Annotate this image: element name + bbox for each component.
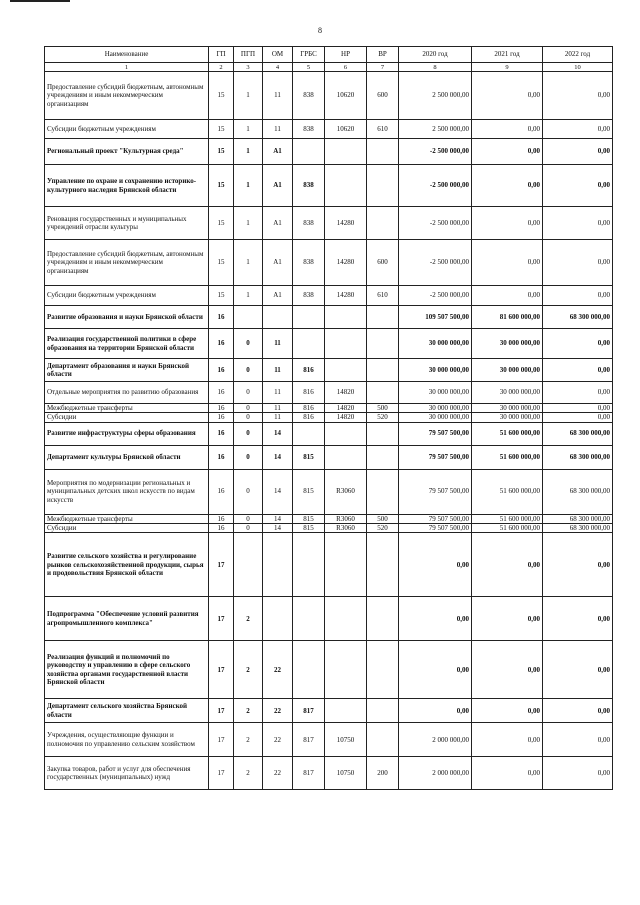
row-gp: 16 [209,413,234,422]
row-amount-2022: 0,00 [543,757,613,790]
row-vr [367,329,399,359]
row-name: Подпрограмма "Обеспечение условий развития агропромышленного комплекса" [45,597,209,641]
row-vr: 500 [367,404,399,413]
row-amount-2022: 68 300 000,00 [543,422,613,445]
row-om: A1 [263,139,293,165]
row-nr: 14280 [325,286,367,306]
row-nr [325,533,367,597]
row-pgp [234,533,263,597]
row-amount-2020: -2 500 000,00 [399,286,472,306]
row-amount-2022: 0,00 [543,240,613,286]
row-nr: 10750 [325,757,367,790]
table-row [45,404,613,413]
table-row [45,165,613,207]
row-pgp: 2 [234,757,263,790]
row-amount-2022: 68 300 000,00 [543,445,613,469]
row-gp: 17 [209,533,234,597]
col-header-grbs: ГРБС [293,47,325,63]
row-name: Развитие сельского хозяйства и регулирование рынков сельскохозяйственной продукции, сырья и продовольствия Брянской области [45,533,209,597]
row-grbs: 838 [293,286,325,306]
row-name: Развитие образования и науки Брянской области [45,306,209,329]
row-amount-2022: 0,00 [543,359,613,382]
row-amount-2020: 79 507 500,00 [399,514,472,523]
row-nr [325,359,367,382]
row-om: 11 [263,329,293,359]
row-name: Субсидии [45,413,209,422]
row-gp: 16 [209,445,234,469]
row-pgp: 1 [234,165,263,207]
row-gp: 16 [209,523,234,532]
row-vr: 520 [367,523,399,532]
row-gp: 15 [209,286,234,306]
table-row [45,597,613,641]
row-amount-2022: 0,00 [543,404,613,413]
row-amount-2021: 0,00 [472,72,543,120]
row-amount-2020: -2 500 000,00 [399,207,472,240]
row-om: A1 [263,207,293,240]
row-gp: 15 [209,72,234,120]
row-grbs: 816 [293,382,325,404]
row-vr [367,723,399,757]
row-nr: R3060 [325,523,367,532]
row-grbs: 838 [293,240,325,286]
row-vr: 600 [367,240,399,286]
row-pgp: 1 [234,139,263,165]
row-grbs: 838 [293,120,325,139]
row-pgp: 0 [234,359,263,382]
row-amount-2021: 30 000 000,00 [472,413,543,422]
col-header-name: Наименование [45,47,209,63]
row-grbs [293,422,325,445]
row-vr [367,207,399,240]
row-amount-2021: 0,00 [472,641,543,699]
row-gp: 16 [209,422,234,445]
column-number-row [45,63,613,72]
header-row [45,47,613,63]
row-om: 22 [263,699,293,723]
row-om: 11 [263,359,293,382]
row-pgp: 0 [234,523,263,532]
col-header-nr: НР [325,47,367,63]
row-nr [325,139,367,165]
row-amount-2020: 79 507 500,00 [399,469,472,514]
row-amount-2021: 0,00 [472,699,543,723]
row-vr [367,422,399,445]
col-number: 5 [293,63,325,72]
table-row [45,329,613,359]
row-amount-2020: 109 507 500,00 [399,306,472,329]
table-row [45,306,613,329]
row-pgp: 0 [234,413,263,422]
row-nr: R3060 [325,469,367,514]
row-amount-2020: 0,00 [399,597,472,641]
row-grbs: 838 [293,207,325,240]
row-amount-2021: 51 600 000,00 [472,523,543,532]
row-nr: 14820 [325,404,367,413]
row-amount-2022: 0,00 [543,72,613,120]
row-amount-2020: 79 507 500,00 [399,422,472,445]
row-amount-2021: 0,00 [472,120,543,139]
table-row [45,757,613,790]
row-pgp: 0 [234,469,263,514]
row-name: Субсидии бюджетным учреждениям [45,120,209,139]
row-grbs: 817 [293,757,325,790]
row-name: Субсидии [45,523,209,532]
col-header-gp: ГП [209,47,234,63]
row-amount-2020: 30 000 000,00 [399,329,472,359]
row-amount-2022: 0,00 [543,533,613,597]
row-gp: 15 [209,139,234,165]
row-amount-2021: 30 000 000,00 [472,404,543,413]
row-amount-2020: 2 500 000,00 [399,120,472,139]
row-amount-2022: 0,00 [543,413,613,422]
row-gp: 17 [209,723,234,757]
row-gp: 17 [209,641,234,699]
row-nr: R3060 [325,514,367,523]
row-om: 14 [263,469,293,514]
table-row [45,120,613,139]
row-amount-2021: 30 000 000,00 [472,329,543,359]
table-body [45,72,613,790]
row-amount-2021: 0,00 [472,757,543,790]
row-amount-2021: 0,00 [472,139,543,165]
row-amount-2022: 68 300 000,00 [543,523,613,532]
row-om [263,306,293,329]
row-grbs [293,641,325,699]
row-nr: 14280 [325,240,367,286]
row-name: Департамент культуры Брянской области [45,445,209,469]
row-amount-2022: 0,00 [543,207,613,240]
row-grbs: 815 [293,469,325,514]
row-nr [325,165,367,207]
col-number: 10 [543,63,613,72]
row-vr [367,139,399,165]
row-pgp: 0 [234,382,263,404]
row-name: Реновация государственных и муниципальных учреждений отрасли культуры [45,207,209,240]
row-grbs: 817 [293,723,325,757]
row-om: 11 [263,413,293,422]
row-amount-2021: 30 000 000,00 [472,359,543,382]
row-amount-2020: 0,00 [399,699,472,723]
row-grbs: 816 [293,413,325,422]
row-name: Региональный проект "Культурная среда" [45,139,209,165]
table-row [45,533,613,597]
table-row [45,382,613,404]
top-edge-rule [10,0,70,2]
page-number: 8 [318,26,322,35]
row-amount-2022: 0,00 [543,723,613,757]
table-row [45,699,613,723]
row-name: Отдельные мероприятия по развитию образования [45,382,209,404]
row-amount-2021: 30 000 000,00 [472,382,543,404]
row-name: Закупка товаров, работ и услуг для обеспечения государственных (муниципальных) нужд [45,757,209,790]
row-vr: 200 [367,757,399,790]
row-om: 14 [263,523,293,532]
col-number: 4 [263,63,293,72]
row-amount-2022: 0,00 [543,699,613,723]
row-grbs [293,597,325,641]
table-row [45,723,613,757]
row-name: Предоставление субсидий бюджетным, автономным учреждениям и иным некоммерческим организациям [45,240,209,286]
row-amount-2022: 0,00 [543,382,613,404]
row-vr [367,533,399,597]
row-amount-2020: 30 000 000,00 [399,382,472,404]
row-name: Предоставление субсидий бюджетным, автономным учреждениям и иным некоммерческим организациям [45,72,209,120]
row-name: Развитие инфраструктуры сферы образования [45,422,209,445]
row-amount-2020: -2 500 000,00 [399,139,472,165]
row-grbs: 816 [293,359,325,382]
row-gp: 16 [209,329,234,359]
row-vr: 520 [367,413,399,422]
row-grbs: 815 [293,445,325,469]
row-vr [367,597,399,641]
col-header-2021: 2021 год [472,47,543,63]
row-nr: 10620 [325,120,367,139]
table-row [45,641,613,699]
row-grbs: 838 [293,72,325,120]
row-amount-2022: 0,00 [543,641,613,699]
row-grbs [293,533,325,597]
row-amount-2021: 51 600 000,00 [472,469,543,514]
col-number: 2 [209,63,234,72]
row-vr: 600 [367,72,399,120]
row-vr [367,165,399,207]
row-pgp: 0 [234,445,263,469]
row-vr: 610 [367,286,399,306]
row-gp: 16 [209,382,234,404]
col-header-pgp: ПГП [234,47,263,63]
row-amount-2020: -2 500 000,00 [399,240,472,286]
row-name: Учреждения, осуществляющие функции и полномочия по управлению сельским хозяйством [45,723,209,757]
col-number: 8 [399,63,472,72]
table-row [45,469,613,514]
row-grbs: 817 [293,699,325,723]
row-amount-2020: 79 507 500,00 [399,445,472,469]
col-number: 7 [367,63,399,72]
col-header-om: ОМ [263,47,293,63]
row-om: 14 [263,422,293,445]
row-amount-2021: 51 600 000,00 [472,445,543,469]
row-om: 14 [263,514,293,523]
row-om: 11 [263,120,293,139]
row-vr [367,445,399,469]
row-pgp: 0 [234,422,263,445]
row-pgp: 2 [234,597,263,641]
row-amount-2021: 51 600 000,00 [472,514,543,523]
row-vr [367,469,399,514]
row-vr [367,641,399,699]
row-gp: 17 [209,597,234,641]
row-nr: 14820 [325,413,367,422]
row-amount-2022: 0,00 [543,120,613,139]
row-pgp: 1 [234,72,263,120]
col-number: 3 [234,63,263,72]
col-number: 1 [45,63,209,72]
row-pgp: 1 [234,207,263,240]
row-gp: 17 [209,757,234,790]
row-amount-2020: 79 507 500,00 [399,523,472,532]
row-pgp: 0 [234,404,263,413]
col-header-2020: 2020 год [399,47,472,63]
table-row [45,445,613,469]
row-amount-2022: 0,00 [543,139,613,165]
table-row [45,240,613,286]
row-amount-2020: 30 000 000,00 [399,404,472,413]
row-pgp: 2 [234,699,263,723]
col-header-2022: 2022 год [543,47,613,63]
row-om: 11 [263,404,293,413]
row-pgp: 1 [234,286,263,306]
row-nr [325,306,367,329]
row-amount-2021: 0,00 [472,165,543,207]
row-pgp: 2 [234,723,263,757]
row-grbs: 838 [293,165,325,207]
row-amount-2020: 2 500 000,00 [399,72,472,120]
row-grbs: 815 [293,523,325,532]
row-om [263,597,293,641]
row-om: A1 [263,165,293,207]
row-nr [325,641,367,699]
col-number: 6 [325,63,367,72]
row-name: Межбюджетные трансферты [45,404,209,413]
row-name: Департамент образования и науки Брянской области [45,359,209,382]
row-vr [367,382,399,404]
row-gp: 17 [209,699,234,723]
row-nr [325,445,367,469]
row-gp: 16 [209,306,234,329]
row-gp: 16 [209,359,234,382]
table-row [45,413,613,422]
row-grbs [293,306,325,329]
row-name: Мероприятия по модернизации региональных и муниципальных детских школ искусств по видам искусств [45,469,209,514]
row-amount-2021: 0,00 [472,597,543,641]
row-amount-2022: 0,00 [543,286,613,306]
row-amount-2021: 0,00 [472,207,543,240]
row-nr [325,699,367,723]
row-om: 11 [263,382,293,404]
row-amount-2022: 68 300 000,00 [543,514,613,523]
row-name: Управление по охране и сохранению историко-культурного наследия Брянской области [45,165,209,207]
row-gp: 16 [209,514,234,523]
row-gp: 16 [209,404,234,413]
row-pgp: 0 [234,329,263,359]
row-gp: 15 [209,240,234,286]
row-om: 22 [263,723,293,757]
row-om: A1 [263,286,293,306]
table-row [45,514,613,523]
row-om: 22 [263,757,293,790]
row-amount-2021: 0,00 [472,533,543,597]
row-amount-2022: 68 300 000,00 [543,469,613,514]
row-om: 14 [263,445,293,469]
row-amount-2021: 0,00 [472,286,543,306]
row-vr: 610 [367,120,399,139]
row-amount-2020: 30 000 000,00 [399,413,472,422]
row-amount-2021: 51 600 000,00 [472,422,543,445]
row-gp: 15 [209,207,234,240]
row-pgp: 1 [234,120,263,139]
col-number: 9 [472,63,543,72]
table-row [45,139,613,165]
row-vr [367,359,399,382]
row-amount-2020: 0,00 [399,533,472,597]
budget-table [44,46,613,790]
row-pgp [234,306,263,329]
row-om [263,533,293,597]
row-amount-2021: 0,00 [472,240,543,286]
row-name: Субсидии бюджетным учреждениям [45,286,209,306]
table-row [45,286,613,306]
row-om: 11 [263,72,293,120]
table-row [45,72,613,120]
row-grbs [293,329,325,359]
table-row [45,207,613,240]
row-name: Департамент сельского хозяйства Брянской области [45,699,209,723]
row-pgp: 0 [234,514,263,523]
row-nr: 10750 [325,723,367,757]
row-amount-2021: 0,00 [472,723,543,757]
row-nr: 14280 [325,207,367,240]
row-om: A1 [263,240,293,286]
row-amount-2020: 0,00 [399,641,472,699]
col-header-vr: ВР [367,47,399,63]
row-amount-2022: 0,00 [543,165,613,207]
row-amount-2022: 0,00 [543,597,613,641]
row-pgp: 1 [234,240,263,286]
row-gp: 15 [209,165,234,207]
row-gp: 16 [209,469,234,514]
row-amount-2020: -2 500 000,00 [399,165,472,207]
row-nr [325,329,367,359]
row-amount-2022: 68 300 000,00 [543,306,613,329]
table-row [45,422,613,445]
row-nr: 14820 [325,382,367,404]
row-amount-2020: 2 000 000,00 [399,757,472,790]
row-name: Реализация государственной политики в сфере образования на территории Брянской области [45,329,209,359]
row-grbs: 815 [293,514,325,523]
row-vr [367,306,399,329]
row-nr [325,422,367,445]
row-amount-2021: 81 600 000,00 [472,306,543,329]
row-amount-2020: 30 000 000,00 [399,359,472,382]
row-gp: 15 [209,120,234,139]
row-om: 22 [263,641,293,699]
row-vr [367,699,399,723]
row-nr [325,597,367,641]
row-amount-2022: 0,00 [543,329,613,359]
row-name: Межбюджетные трансферты [45,514,209,523]
row-pgp: 2 [234,641,263,699]
table-row [45,523,613,532]
row-name: Реализация функций и полномочий по руководству и управлению в сфере сельского хозяйства органами государственной власти Брянской области [45,641,209,699]
row-amount-2020: 2 000 000,00 [399,723,472,757]
row-nr: 10620 [325,72,367,120]
row-grbs [293,139,325,165]
row-grbs: 816 [293,404,325,413]
table-row [45,359,613,382]
row-vr: 500 [367,514,399,523]
